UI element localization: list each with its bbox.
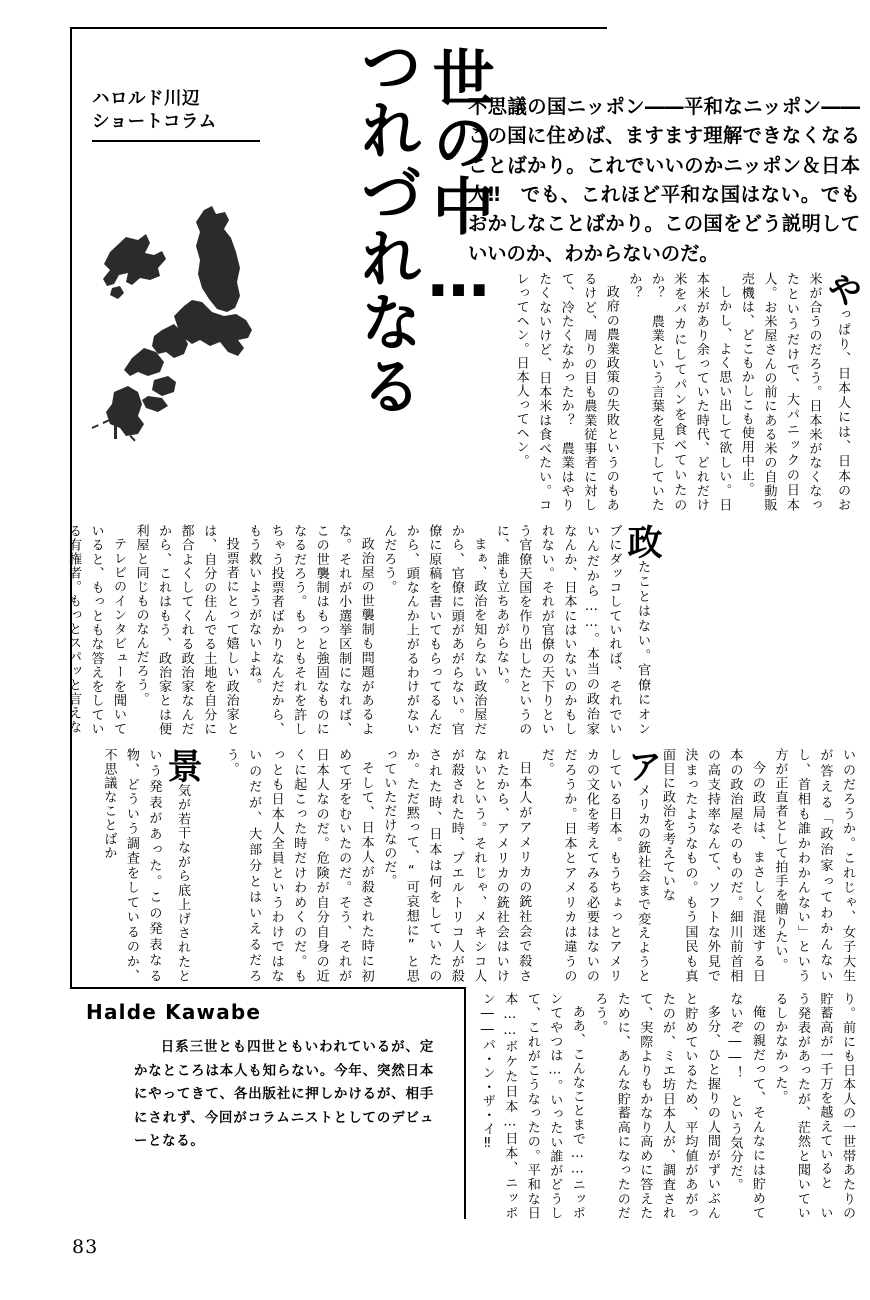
section-politics-p3: 政治屋の世襲制も問題があるよな。それが小選挙区制になれば、この世襲制はもっと強固なものになるだろう。もっともそれを許しちゃう投票者ばかりなんだから、もう救いようがないよね。: [246, 524, 374, 736]
bio-divider-rule: [464, 987, 466, 1219]
section-right-lower: [659, 748, 858, 983]
section-economy-p1: 気が若干ながら底上げされたという発表があった。この発表なる物、どういう調査をしているのか、不思議なことばか: [101, 748, 190, 984]
japan-map-illustration: [88, 196, 338, 466]
frame-rule-top: [70, 27, 607, 29]
section-right-lower-p2: 今の政局は、まさしく混迷する日本の政治屋そのものだ。細川前首相の高支持率なんて、ソフトな外見で決まったようなもの。もう国民も真面目に政治を考えていな: [659, 748, 765, 983]
masthead-series: ショートコラム: [92, 112, 217, 133]
page-title-left-column: 世の中…: [422, 46, 495, 313]
section-economy: [76, 748, 202, 984]
masthead-rule: [92, 140, 260, 142]
section-right-lower-p1: いのだろうか。これじゃ、女子大生が答える「政治家ってわかんないし、首相も誰かわかんない」という方が正直者として拍手を贈りたい。: [772, 748, 855, 983]
author-name: Halde Kawabe: [86, 1000, 262, 1024]
section-bottom-right-p3: 多分、ひと握りの人間がずいぶんと貯めているため、平均値があがったのが、ミエ坊日本人が、調査されて、実際よりもかなり高めに答えたために、あんな貯蓄高になったのだろう。: [592, 992, 720, 1220]
author-bio: [86, 1000, 458, 1154]
dropcap-kei: 景: [162, 748, 202, 784]
section-rice-p3: 政府の農業政策の失敗というのもあるけど、周りの目も農業従事者に対して、冷たくなかったか？ 農業はやりたくないけど、日本米は食べたい。コレってヘン。日本人ってヘン。: [513, 272, 619, 512]
section-politics-p5: テレビのインタビューを聞いていると、もっともな答えをしている有権者。もっとスパッと言えな: [66, 524, 127, 736]
section-america-p3: そして、日本人が殺された時に初めて牙をむいたのだ。そう、それが日本人なのだ。危険が自分自身の近くに起こった時だけわめくのだ。もっとも日本人全員というわけではないのだが、大部分とはいえるだろう。: [223, 748, 374, 983]
page-title-right-column: つれづれなる: [350, 34, 423, 418]
section-bottom-right-p1: り。前にも日本人の一世帯あたりの貯蓄高が一千万を越えていると いう発表があったが、茫然と聞いているしかなかった。: [772, 992, 855, 1220]
masthead: [92, 88, 267, 142]
masthead-author: ハロルド川辺: [92, 89, 200, 109]
section-bottom-right: [472, 992, 858, 1220]
frame-rule-left: [70, 27, 72, 989]
dropcap-ya: や: [822, 272, 862, 308]
section-politics-p1: たことはない。官僚にオンブにダッコしていれば、それでいいんだから……。本当の政治家なんか、日本にはいないのかもしれない。それが官僚の天下りという官僚天国を作り出したというのに、誰も立ちあがらない。: [493, 524, 650, 736]
section-america-p1: メリカの銃社会まで変えようとしている日本。もうちょっとアメリカの文化を考えてみる必要はないのだろうか。日本とアメリカは違うのだ。: [538, 748, 650, 984]
dropcap-a: ア: [622, 748, 662, 784]
section-rice-p1: っぱり、日本人には、日本のお米が合うのだろう。日本米がなくなったというだけで、大パニックの日本人。お米屋さんの前にある米の自動販売機は、どこもかしこも使用中止。: [738, 272, 850, 513]
section-politics-p2: まぁ、政治を知らない政治屋だから、官僚に頭があがらない。官僚に原稿を書いてもらってるんだから、頭なんか上がるわけがないんだろう。: [381, 524, 487, 736]
section-politics: [66, 524, 662, 736]
section-rice: [462, 272, 862, 513]
dropcap-sei: 政: [622, 524, 662, 560]
section-america: [203, 748, 662, 984]
section-politics-p4: 投票者にとって嬉しい政治家とは、自分の住んでる土地を自分に都合よくしてくれる政治家なんだから、これはもう、政治家とは便利屋と同じものなんだろう。: [133, 524, 239, 736]
section-bottom-right-p2: 俺の親だって、そんなには貯めてないぞ――！ という気分だ。: [727, 992, 765, 1220]
page-number: 83: [72, 1236, 99, 1258]
section-bottom-right-p4: ああ、こんなことまで……ニッポンてやつは…。いったい誰がどうして、これがこうなったの。平和な日本……ボケた日本…日本、ニッポン――パ・ン・ザ・イ‼: [479, 992, 585, 1220]
section-rice-p2: しかし、よく思い出して欲しい。日本米があり余っていた時代、どれだけ米をバカにしてパンを食べていたのか？ 農業という言葉を見下していたか？: [626, 272, 732, 512]
section-america-p2: 日本人がアメリカの銃社会で殺されたから、アメリカの銃社会はいけないという。それじゃ、メキシコ人が殺された時、プエルトリコ人が殺された時、日本は何をしていたのか。ただ黙って、“可哀想に”と思っていただけなのだ。: [381, 748, 532, 983]
frame-rule-bottom: [70, 987, 466, 989]
author-bio-text: 日系三世とも四世ともいわれているが、定かなところは本人も知らない。今年、突然日本にやってきて、各出版社に押しかけるが、相手にされず、今回がコラムニストとしてのデビューとなる。: [134, 1040, 434, 1150]
intro-lede: 不思議の国ニッポン――平和なニッポン――この国に住めば、ますます理解できなくなることばかり。これでいいのかニッポン＆日本人‼ でも、これほど平和な国はない。でもおかしなことばかり。この国をどう説明していいのか、わからないのだ。: [468, 95, 860, 265]
